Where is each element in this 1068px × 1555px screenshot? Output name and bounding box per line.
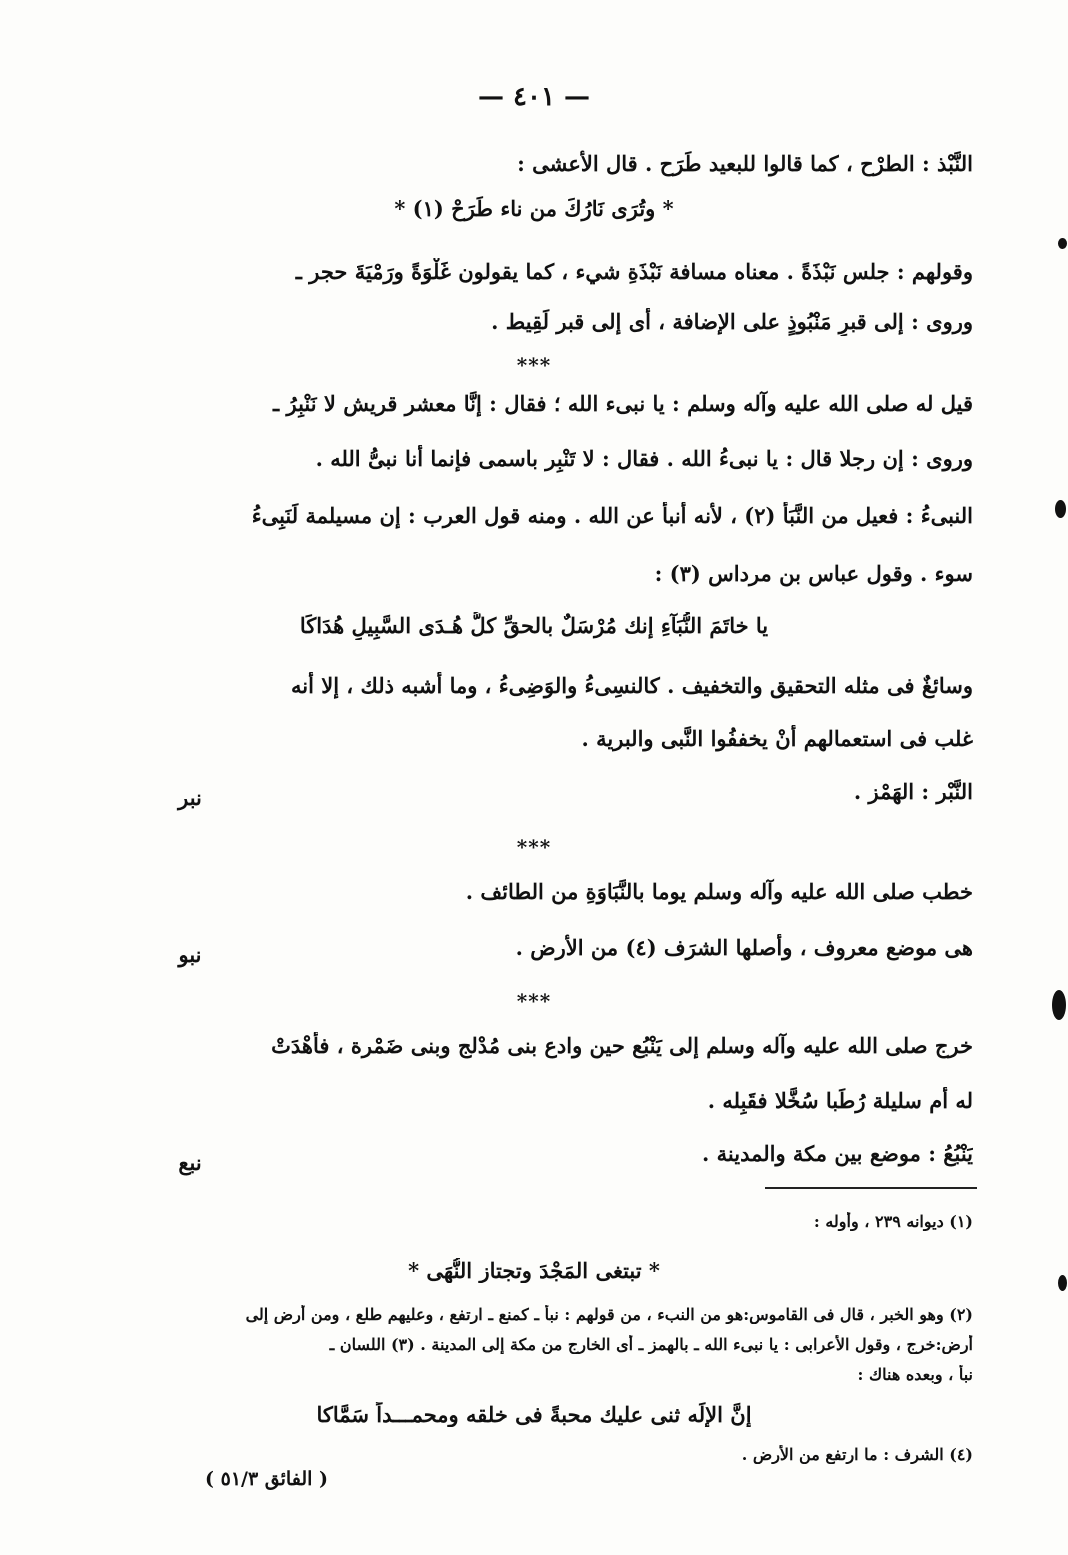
scan-mark [1058,238,1067,249]
text-line: النَّبْذ : الطرْح ، كما قالوا للبعيد طَرَح . قال الأعشى : [517,151,973,176]
text-line: وروى : إن رجلا قال : يا نبىءُ الله . فقال : لا تَنْبِر باسمى فإنما أنا نبىُّ الله . [315,446,973,471]
text-line: له أم سليلة رُطَبا سُخَّلا فقَبِله . [707,1088,973,1113]
text-line: هى موضع معروف ، وأصلها الشرَف (٤) من الأرض . [515,935,973,960]
text-line: قيل له صلى الله عليه وآله وسلم : يا نبىء الله ؛ فقال : إنَّا معشر قريش لا نَنْبِرُ ـ [273,391,973,416]
scan-mark [1055,500,1066,518]
text-line: سوء . وقول عباس بن مرداس (٣) : [654,561,973,586]
page-footer: ( الفائق ٥١/٣ ) [205,1468,328,1490]
text-line: وقولهم : جلس نَبْذَةً . معناه مسافة نَبْذَةِ شيء ، كما يقولون غَلْوَةً ورَمْيَةَ حجر ـ [295,259,973,284]
footnote-verse: * تبتغى المَجْدَ وتجتاز النُّهَى * [408,1258,660,1283]
footnote: (٤) الشرف : ما ارتفع من الأرض . [741,1445,973,1464]
text-line: وروى : إلى قبرٍ مَنْبُوذٍ على الإضافة ، أى إلى قبر لَقِيط . [491,309,973,334]
footnote: نبأ ، وبعده هناك : [857,1365,973,1384]
text-line: النَّبْر : الهَمْز . [853,779,973,804]
page-number: — ٤٠١ — [477,82,591,112]
text-line: يَنْبُعُ : موضع بين مكة والمدينة . [702,1141,973,1166]
poetry-line: * وتُرَى نَارُكَ من ناء طَرَحْ (١) * [394,196,674,221]
text-line: خرج صلى الله عليه وآله وسلم إلى يَنْبُع حين وادع بنى مُدْلج وبنى ضَمْرة ، فأهْدَتْ [271,1033,973,1058]
poetry-line: يا خاتَمَ النُّبَآءِ إنك مُرْسَلٌ بالحقِّ كلُّ هُـدَى السَّبِيلِ هُدَاكَا [299,613,769,638]
footnote-verse: إنَّ الإلَه ثنى عليك محبةً فى خلقه ومحمـــداً سَمَّاكا [316,1402,752,1427]
scan-mark [1058,1275,1067,1291]
text-line: خطب صلى الله عليه وآله وسلم يوما بالنَّبَاوَةِ من الطائف . [465,879,973,904]
footnote: (١) ديوانه ٢٣٩ ، وأوله : [813,1212,973,1231]
footnote: أرض:خرج ، وقول الأعرابى : يا نبىء الله ـ بالهمز ـ أى الخارج من مكة إلى المدينة . (٣) اللسان ـ [329,1335,973,1354]
text-line: وسائغٌ فى مثله التحقيق والتخفيف . كالنسِىءُ والوَضِىءُ ، وما أشبه ذلك ، إلا أنه [291,673,973,698]
margin-root-label: نبو [178,942,202,967]
section-separator: *** [516,989,552,1013]
scan-mark [1052,990,1066,1020]
footnote-rule [765,1187,977,1189]
section-separator: *** [516,835,552,859]
margin-root-label: نبر [178,785,202,810]
footnote: (٢) وهو الخبر ، قال فى القاموس:هو من النبء ، من قولهم : نبأ ـ كمنع ـ ارتفع ، وعليهم طلع ، ومن أرض إلى [245,1305,973,1324]
text-line: النبىءُ : فعيل من النَّبَأ (٢) ، لأنه أنبأ عن الله . ومنه قول العرب : إن مسيلمة لَنَبِىءُ [251,503,973,528]
text-line: غلب فى استعمالهم أنْ يخففُوا النَّبى والبرية . [581,726,973,751]
margin-root-label: نبع [178,1150,202,1175]
section-separator: *** [516,353,552,377]
